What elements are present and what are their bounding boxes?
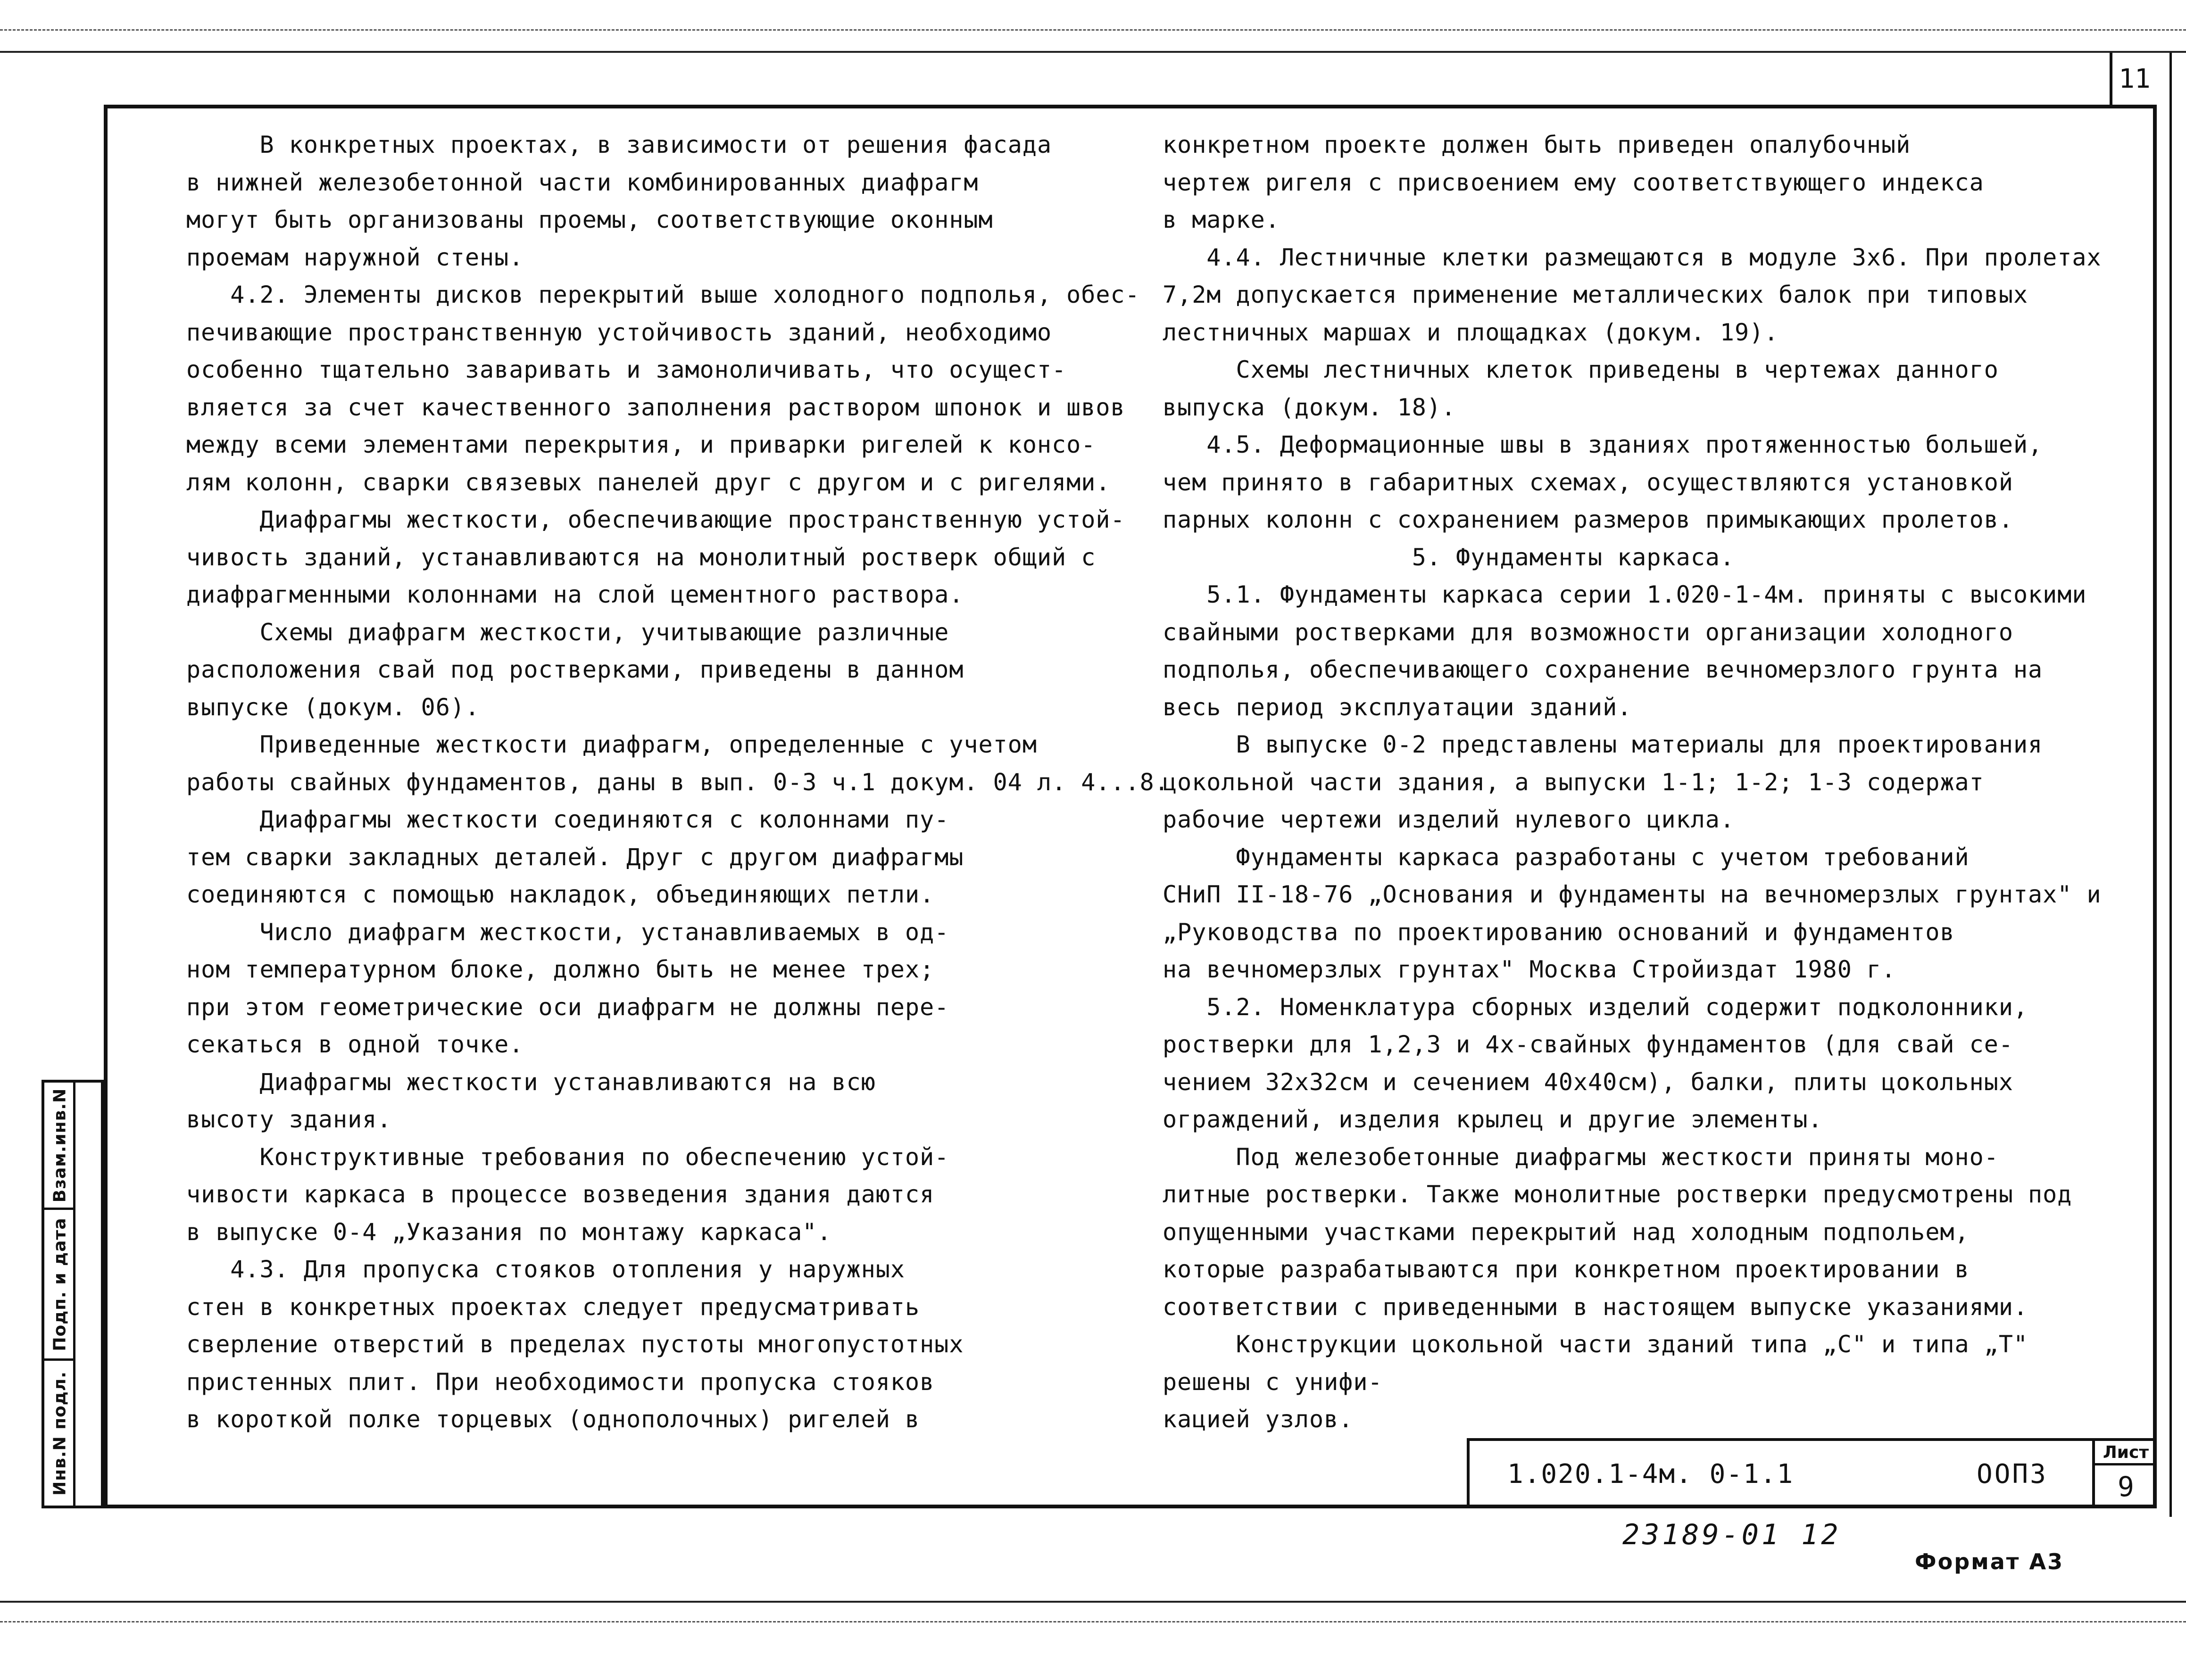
text-line: Диафрагмы жесткости, обеспечивающие пространственную устой-	[186, 506, 1125, 533]
side-stamp-label: Подп. и дата	[50, 1217, 70, 1351]
text-line: в выпуске 0-4 „Указания по монтажу каркаса".	[186, 1218, 832, 1246]
scan-edge-bottom	[0, 1601, 2186, 1603]
text-line: конкретном проекте должен быть приведен опалубочный	[1163, 131, 1911, 158]
document-type: ООПЗ	[1977, 1459, 2048, 1490]
text-line: Схемы лестничных клеток приведены в чертежах данного	[1163, 356, 1999, 383]
text-line: подполья, обеспечивающего сохранение вечномерзлого грунта на	[1163, 656, 2043, 683]
text-line: на вечномерзлых грунтах" Москва Стройиздат 1980 г.	[1163, 956, 1896, 983]
text-line: стен в конкретных проектах следует предусматривать	[186, 1293, 920, 1321]
sheet-outer-right-rule	[2169, 53, 2172, 1517]
text-line: печивающие пространственную устойчивость зданий, необходимо	[186, 318, 1052, 346]
text-line: рабочие чертежи изделий нулевого цикла.	[1163, 806, 1735, 833]
scan-edge-top-dashes	[0, 29, 2186, 31]
side-stamp-cell-replaced-inv	[44, 1083, 75, 1210]
sheet-cell	[2092, 1441, 2157, 1508]
side-stamp-label: Инв.N подл.	[50, 1371, 70, 1496]
text-line: проемам наружной стены.	[186, 243, 524, 271]
text-line: в короткой полке торцевых (однополочных) ригелей в	[186, 1406, 920, 1433]
document-code: 1.020.1-4м. 0-1.1	[1507, 1459, 1794, 1490]
text-line: 4.2. Элементы дисков перекрытий выше холодного подполья, обес-	[186, 281, 1140, 308]
text-line: выпуске (докум. 06).	[186, 693, 480, 721]
text-line: Конструктивные требования по обеспечению устой-	[186, 1143, 949, 1171]
text-line: в марке.	[1163, 206, 1280, 233]
text-line: чертеж ригеля с присвоением ему соответствующего индекса	[1163, 168, 1984, 196]
text-line: соединяются с помощью накладок, объединяющих петли.	[186, 881, 935, 908]
inventory-number: 23189-01 12	[1622, 1518, 1841, 1551]
text-line: тем сварки закладных деталей. Друг с другом диафрагмы	[186, 843, 964, 871]
text-line: работы свайных фундаментов, даны в вып. 0-3 ч.1 докум. 04 л. 4...8.	[186, 768, 1169, 796]
side-stamp-values	[75, 1083, 107, 1506]
scan-edge-bottom-dashes	[0, 1621, 2186, 1622]
text-line: между всеми элементами перекрытия, и приварки ригелей к консо-	[186, 431, 1096, 458]
text-line: Диафрагмы жесткости соединяются с колоннами пу-	[186, 806, 949, 833]
side-stamp-cell-orig-inv	[44, 1361, 75, 1506]
text-line: соответствии с приведенными в настоящем выпуске указаниями.	[1163, 1293, 2028, 1321]
text-line: при этом геометрические оси диафрагм не должны пере-	[186, 993, 949, 1021]
text-line: парных колонн с сохранением размеров примыкающих пролетов.	[1163, 506, 2013, 533]
text-line: сверление отверстий в пределах пустоты многопустотных	[186, 1331, 964, 1358]
text-line: ном температурном блоке, должно быть не менее трех;	[186, 956, 935, 983]
text-line: Фундаменты каркаса разработаны с учетом требований	[1163, 843, 1970, 871]
text-line: чивости каркаса в процессе возведения здания даются	[186, 1181, 935, 1208]
text-line: Под железобетонные диафрагмы жесткости приняты моно-	[1163, 1143, 1999, 1171]
text-line: Схемы диафрагм жесткости, учитывающие различные	[186, 618, 949, 646]
text-line: решены с унифи-	[1163, 1368, 1383, 1396]
text-line: в нижней железобетонной части комбинированных диафрагм	[186, 168, 979, 196]
text-line: „Руководства по проектированию оснований и фундаментов	[1163, 918, 1955, 946]
text-line: 4.5. Деформационные швы в зданиях протяженностью большей,	[1163, 431, 2043, 458]
sheet-number: 9	[2118, 1471, 2134, 1503]
text-line: высоту здания.	[186, 1106, 392, 1133]
text-line: цокольной части здания, а выпуски 1-1; 1-2; 1-3 содержат	[1163, 768, 1984, 796]
sheet-label: Лист	[2095, 1441, 2157, 1465]
text-line: В выпуске 0-2 представлены материалы для проектирования	[1163, 731, 2043, 758]
text-line: 4.3. Для пропуска стояков отопления у наружных	[186, 1256, 906, 1283]
text-line: диафрагменными колоннами на слой цементного раствора.	[186, 581, 964, 608]
title-block	[1467, 1438, 2157, 1508]
text-line: литные ростверки. Также монолитные ростверки предусмотрены под	[1163, 1181, 2072, 1208]
scan-edge-top	[0, 51, 2186, 53]
text-line: которые разрабатываются при конкретном проектировании в	[1163, 1256, 1970, 1283]
text-line: 5.2. Номенклатура сборных изделий содержит подколонники,	[1163, 993, 2028, 1021]
text-line: секаться в одной точке.	[186, 1031, 524, 1058]
page-number: 11	[2110, 53, 2157, 108]
side-stamp-cell-signature	[44, 1210, 75, 1361]
format-label: Формат А3	[1915, 1549, 2064, 1574]
text-line: Конструкции цокольной части зданий типа „С" и типа „Т"	[1163, 1331, 2028, 1358]
text-line: чением 32х32см и сечением 40х40см), балки, плиты цокольных	[1163, 1068, 2013, 1096]
text-line: особенно тщательно заваривать и замоноличивать, что осущест-	[186, 356, 1067, 383]
text-line: вляется за счет качественного заполнения раствором шпонок и швов	[186, 393, 1125, 421]
text-line: могут быть организованы проемы, соответствующие оконным	[186, 206, 993, 233]
text-line: пристенных плит. При необходимости пропуска стояков	[186, 1368, 935, 1396]
text-line: кацией узлов.	[1163, 1406, 1354, 1433]
side-stamp	[42, 1080, 104, 1508]
side-stamp-labels	[44, 1083, 75, 1506]
text-line: свайными ростверками для возможности организации холодного	[1163, 618, 2013, 646]
text-line: 4.4. Лестничные клетки размещаются в модуле 3х6. При пролетах	[1163, 243, 2102, 271]
text-line: Приведенные жесткости диафрагм, определенные с учетом	[186, 731, 1037, 758]
text-line: лям колонн, сварки связевых панелей друг с другом и с ригелями.	[186, 468, 1111, 496]
text-line: В конкретных проектах, в зависимости от решения фасада	[186, 131, 1052, 158]
text-line: 5.1. Фундаменты каркаса серии 1.020-1-4м. приняты с высокими	[1163, 581, 2087, 608]
text-line: выпуска (докум. 18).	[1163, 393, 1456, 421]
text-line: 5. Фундаменты каркаса.	[1163, 543, 1735, 571]
text-line: 7,2м допускается применение металлических балок при типовых	[1163, 281, 2028, 308]
text-line: расположения свай под ростверками, приведены в данном	[186, 656, 964, 683]
side-stamp-label: Взам.инв.N	[50, 1088, 70, 1202]
text-line: лестничных маршах и площадках (докум. 19).	[1163, 318, 1779, 346]
text-line: Диафрагмы жесткости устанавливаются на всю	[186, 1068, 876, 1096]
text-line: Число диафрагм жесткости, устанавливаемых в од-	[186, 918, 949, 946]
text-line: чивость зданий, устанавливаются на монолитный ростверк общий с	[186, 543, 1096, 571]
text-line: ростверки для 1,2,3 и 4х-свайных фундаментов (для свай се-	[1163, 1031, 2013, 1058]
text-line: чем принято в габаритных схемах, осуществляются установкой	[1163, 468, 2013, 496]
right-column-text	[1163, 126, 2102, 1439]
text-line: опущенными участками перекрытий над холодным подпольем,	[1163, 1218, 1970, 1246]
text-line: ограждений, изделия крылец и другие элементы.	[1163, 1106, 1823, 1133]
left-column-text	[186, 126, 1169, 1439]
text-line: весь период эксплуатации зданий.	[1163, 693, 1632, 721]
text-line: СНиП II-18-76 „Основания и фундаменты на вечномерзлых грунтах" и	[1163, 881, 2102, 908]
